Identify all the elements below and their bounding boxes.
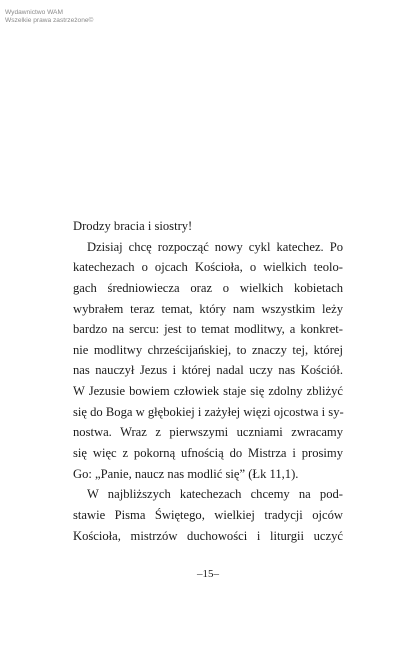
text-line-salutation: Drodzy bracia i siostry! [73, 219, 193, 233]
text-line: Dzisiaj chcę rozpocząć nowy cykl katechez. Po [87, 239, 343, 254]
text-line: Kościoła, mistrzów duchowości i liturgii uczyć [73, 528, 343, 543]
text-line: stawie Pisma Świętego, wielkiej tradycji ojców [73, 507, 343, 522]
publisher-name: Wydawnictwo WAM [5, 9, 63, 16]
text-line: bardzo na sercu: jest to temat modlitwy, a konkret- [73, 322, 343, 337]
text-line: gach średniowiecza oraz o wielkich kobietach [73, 280, 343, 295]
text-line: W najbliższych katechezach chcemy na pod- [87, 487, 343, 502]
rights-notice: Wszelkie prawa zastrzeżone© [5, 17, 94, 24]
text-line: się do Boga w głębokiej i zażyłej więzi ojcostwa i sy- [73, 404, 344, 419]
text-line: wybrałem teraz temat, który nam wszystkim leży [73, 301, 343, 316]
copyright-header [5, 9, 93, 25]
text-line: W Jezusie bowiem człowiek staje się zdolny zbliżyć [73, 384, 343, 399]
text-line: katechezach o ojcach Kościoła, o wielkich teolo- [73, 260, 343, 275]
text-line: się więc z pokorną ufnością do Mistrza i prosimy [73, 446, 343, 461]
page-number: –15– [197, 568, 219, 580]
text-line: nie modlitwy chrześcijańskiej, to znaczy tej, której [73, 342, 343, 357]
text-line: Go: „Panie, naucz nas modlić się” (Łk 11,1). [73, 466, 299, 481]
text-line: nostwa. Wraz z pierwszymi uczniami zwracamy [73, 425, 343, 440]
text-line: nas nauczył Jezus i której nadal uczy nas Kościół. [73, 363, 343, 378]
page-body-text [73, 216, 343, 546]
